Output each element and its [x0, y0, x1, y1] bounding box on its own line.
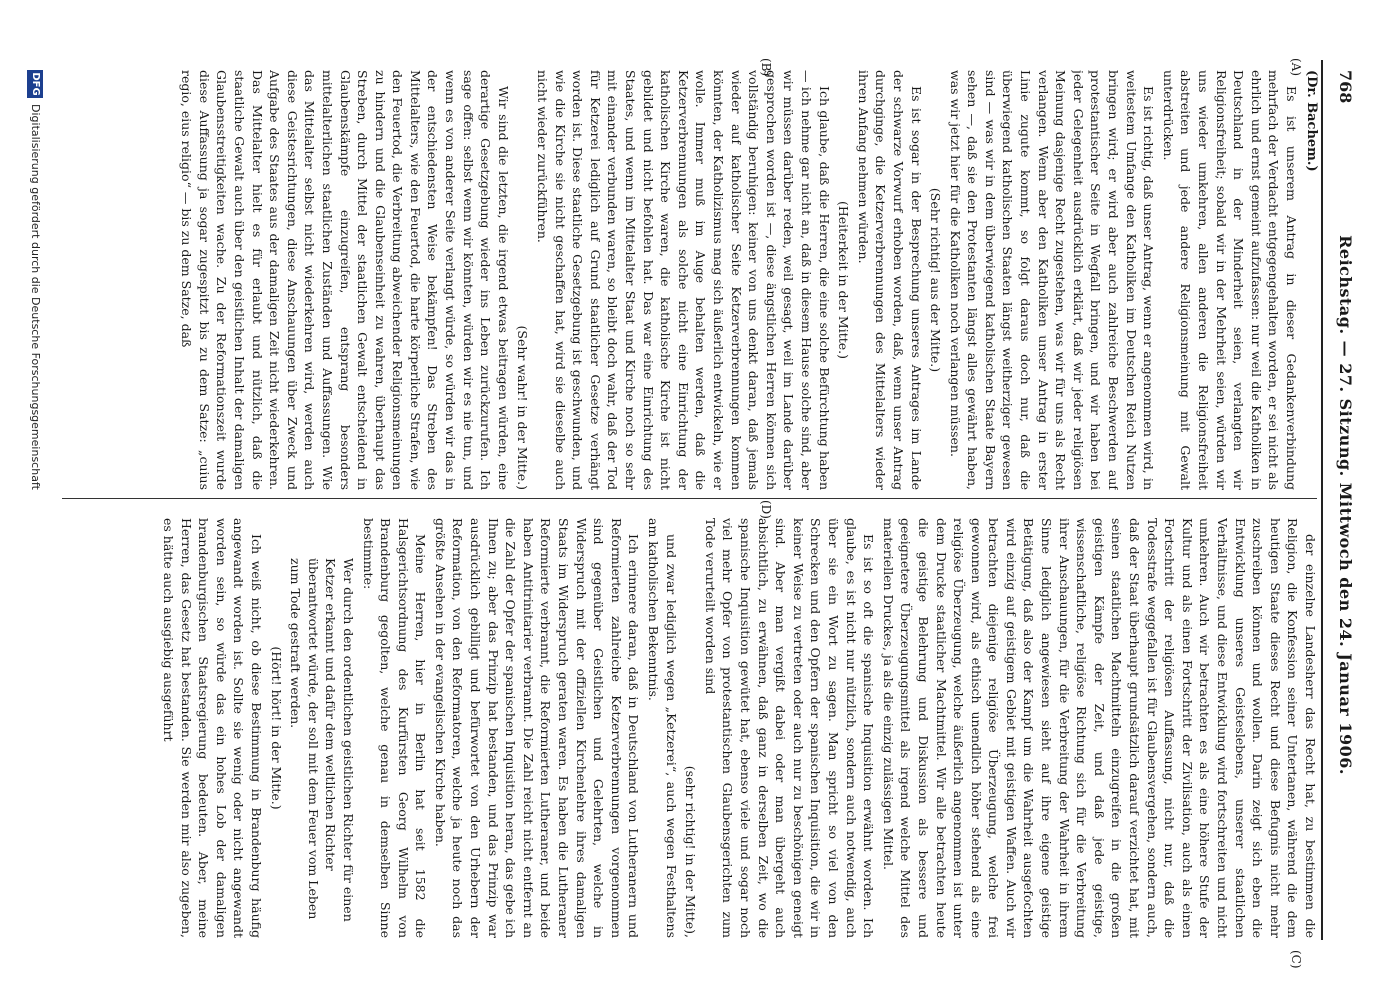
- credit-text: Digitalisierung gefördert durch die Deutsche Forschungsgemeinschaft: [29, 104, 42, 490]
- right-column: [59, 518, 1319, 938]
- column-divider: [62, 498, 1317, 499]
- interjection: (Sehr wahr! in der Mitte.): [515, 325, 531, 490]
- paragraph: und zwar lediglich wegen „Ketzerei“, auch wegen Festhaltens am katholischen Bekenntnis.: [646, 518, 679, 938]
- digitization-credit: [21, 70, 43, 930]
- margin-marker-d: (D): [759, 500, 773, 519]
- header-rule: [1321, 60, 1323, 940]
- interjection: (Hört! hört! in der Mitte.): [268, 646, 284, 810]
- paragraph: Es ist richtig, daß unser Antrag, wenn er angenommen wird, in weitestem Umfange den Katholiken im Deutschen Reich Nutzen bringen wird; er wird aber auch zahlreiche Beschwerden auf protestantischer Seite in Wegfall bringen, und wir haben bei jeder Gelegenheit ausdrücklich erklärt, daß wir jeder religiösen Meinung dasjenige Recht zugestehen, was wir für uns als Recht verlangen. Wenn aber den Katholiken unser Antrag in erster Linie zugute kommt, so folgt daraus doch nur, daß die überwiegend katholischen Staaten längst weitherziger gewesen sind — was wir in dem überwiegend katholischen Staate Bayern sehen —, daß sie den Protestanten längst alles gewährt haben, was wir jetzt hier für die Katholiken noch verlangen müssen.: [947, 70, 1157, 490]
- margin-marker-a: (A): [1289, 58, 1303, 77]
- paragraph: Ich erinnere daran, daß in Deutschland von Lutheranern und Reformierten zahlreiche Ketzerverbrennungen vorgenommen sind gegenüber Geistlichen und Gelehrten, welche in Widerspruch mit der offiziellen Kirchenlehre ihres damaligen Staats im Widerspruch geraten waren. Es haben die Lutheraner Reformierte verbrannt, die Reformierten Lutheraner, und beide haben Antitrinitarier verbrannt. Die Zahl reicht nicht entfernt an die Zahl der Opfer der spanischen Inquisition heran, das gebe ich Ihnen zu; aber das Prinzip hat bestanden, und das Prinzip war ausdrücklich gebilligt und befürwortet von den Urhebern der Reformation, von den Reformatoren, welche ja heute noch das größte Ansehen in der evangelischen Kirche haben.: [432, 518, 642, 938]
- paragraph: Es ist sogar in der Besprechung unseres Antrages im Lande der schwarze Vorwurf erhoben worden, daß, wenn unser Antrag durchginge, die Ketzerverbrennungen des Mittelalters wieder ihren Anfang nehmen würden.: [855, 70, 924, 490]
- paragraph: Es ist so oft die spanische Inquisition erwähnt worden. Ich glaube, es ist nicht nur nützlich, sondern auch notwendig, auch über sie ein Wort zu sagen. Man spricht so viel von den Schrecken und den Opfern der spanischen Inquisition, die wir in keiner Weise zu vertreten oder auch nur zu beschönigen geneigt sind. Aber man vergißt dabei oder man übergeht auch absichtlich, zu erwähnen, daß ganz in derselben Zeit, wo die spanische Inquisition gewütet hat, ebenso viele und sogar noch viel mehr Opfer von protestantischen Glaubensgerichten zum Tode verurteilt worden sind: [702, 518, 877, 938]
- page-number: 768: [1336, 70, 1355, 104]
- paragraph: der einzelne Landesherr das Recht hat, zu bestimmen die Religion, die Konfession seiner Untertanen, während die dem heutigen Staate dieses Recht und diese Befugnis nicht mehr zuschreiben können und wollen. Darin zeigt sich eben die Entwicklung unseres Geisteslebens, unserer staatlichen Verhältnisse, und diese Entwicklung wird fortschreiten und nicht umkehren. Auch wir betrachten es als eine höhere Stufe der Kultur und als einen Fortschritt der Zivilisation, auch als einen Fortschritt der religiösen Auffassung, nicht nur, daß die Todesstrafe weggefallen ist für Glaubensvergehen, sondern auch, daß der Staat überhaupt grundsätzlich darauf verzichtet hat, mit seinen staatlichen Machtmitteln einzugreifen in die großen geistigen Kämpfe der Zeit, und daß jede geistige, wissenschaftliche, religiöse Richtung sich für die Verbreitung ihrer Anschauungen, für die Verbreitung der Wahrheit in ihrem Sinne lediglich angewiesen sieht auf ihre eigene geistige Betätigung, daß also der Kampf um die Wahrheit ausgefochten wird einzig auf geistigem Gebiet mit geistigen Waffen. Auch wir betrachten diejenige religiöse Überzeugung, welche frei gewonnen wird, als ethisch unendlich höher stehend als eine religiöse Überzeugung, welche äußerlich angenommen ist unter dem Drucke staatlicher Machtmittel. Wir alle betrachten heute die geistige Belehrung und Diskussion als bessere und geeignetere Überzeugungsmittel als irgend welche Mittel des materiellen Druckes, ja als die einzig zulässigen Mittel.: [880, 518, 1318, 938]
- dfg-logo: DFG: [27, 70, 43, 98]
- left-column: [59, 70, 1319, 490]
- interjection: (Heiterkeit in der Mitte.): [836, 201, 852, 359]
- quoted-statute: Wer durch den ordentlichen geistlichen Richter für einen Ketzer erkannt und dafür dem weltlichen Richter überantwortet würde, der soll mit dem Feuer vom Leben zum Tode gestraft werden.: [288, 558, 356, 922]
- interjection: (Sehr richtig! aus der Mitte.): [928, 187, 944, 373]
- paragraph: Ich weiß nicht, ob diese Bestimmung in Brandenburg häufig angewandt worden ist. Sollte sie wenig oder nicht angewandt worden sein, so würde das ein hohes Lob der damaligen brandenburgischen Staatsregierung bedeuten. Aber, meine Herren, das Gesetz hat bestanden. Sie werden mir also zugeben, es hätte auch ausgiebig ausgeführt: [161, 518, 264, 938]
- page-header: [1329, 70, 1355, 940]
- margin-marker-c: (C): [1289, 950, 1303, 969]
- interjection: (sehr richtig! in der Mitte),: [683, 765, 699, 938]
- running-title: Reichstag. — 27. Sitzung. Mittwoch den 24. Januar 1906.: [1336, 235, 1355, 775]
- paragraph: Meine Herren, hier in Berlin hat seit 1582 die Halsgerichtsordnung des Kurfürsten Georg Wilhelm von Brandenburg gegolten, welche genau in demselben Sinne bestimmte:: [360, 518, 429, 938]
- margin-marker-b: (B): [759, 58, 773, 77]
- speaker-name: (Dr. Bachem.): [1304, 70, 1319, 172]
- paragraph: Es ist unserem Antrag in dieser Gedankenverbindung mehrfach der Verdacht entgegengehalten worden, er sei nicht als ehrlich und ernst gemeint aufzufassen: nur weil die Katholiken in Deutschland in der Minderheit seien, verlangten wir Religionsfreiheit; sobald wir in der Mehrheit seien, würden wir uns wieder umkehren, allen anderen die Religionsfreiheit abstreiten und jede andere Religionsmeinung mit Gewalt unterdrücken.: [1160, 70, 1299, 490]
- paragraph: Ich glaube, daß die Herren, die eine solche Befürchtung haben — ich nehme gar nicht an, daß in diesem Hause solche sind, aber wir müssen darüber reden, weil gesagt, weil im Lande darüber gesprochen worden ist —, diese ängstlichen Herren können sich vollständig beruhigen: keiner von uns denkt daran, daß jemals wieder auf katholischer Seite Ketzerverbrennungen kommen könnten, der Katholizismus mag sich äußerlich entwickeln, wie er wolle. Immer muß im Auge behalten werden, daß die Ketzerverbrennungen als solche nicht eine Einrichtung der katholischen Kirche waren, die katholische Kirche ist nicht gebildet und nicht befohlen hat. Das war eine Einrichtung des Staates, und wenn im Mittelalter Staat und Kirche noch so sehr mit einander verbunden waren, so bleibt doch wahr, daß der Tod für Ketzerei lediglich auf Grund staatlicher Gesetze verhängt worden ist. Diese staatliche Gesetzgebung ist geschwunden, und wie die Kirche sie nicht geschaffen hat, wird sie dieselbe auch nicht wieder zurückführen.: [535, 70, 832, 490]
- paragraph: Wir sind die letzten, die irgend etwas beitragen würden, eine derartige Gesetzgebung wieder ins Leben zurückzurufen. Ich sage offen: selbst wenn wir könnten, würden wir es nie tun, und wenn es von anderer Seite verlangt würde, so würden wir das in der entschiedensten Weise bekämpfen! Das Streben des Mittelalters, wie den Feuertod, die harte körperliche Strafen, wie den Feuertod, die Verbreitung abweichender Religionsmeinungen zu hindern und die Glaubenseinheit zu wahren, überhaupt das Streben, durch Mittel der staatlichen Gewalt entscheidend in Glaubenskämpfe einzugreifen, entsprang besonders mittelalterlichen staatlichen Zuständen und Auffassungen. Wie das Mittelalter selbst nicht wiederkehren wird, werden auch diese Geistesrichtungen, diese Anschauungen über Zweck und Aufgabe des Staates aus der damaligen Zeit nicht wiederkehren. Das Mittelalter hielt es für erlaubt und nützlich, daß die staatliche Gewalt auch über den geistlichen Inhalt der damaligen Glaubensstreitigkeiten wache. Zu der Reformationszeit wurde diese Auffassung ja sogar zugespitzt bis zu dem Satze: „cuius regio, eius religio“ — bis zu dem Satze, daß: [179, 70, 511, 490]
